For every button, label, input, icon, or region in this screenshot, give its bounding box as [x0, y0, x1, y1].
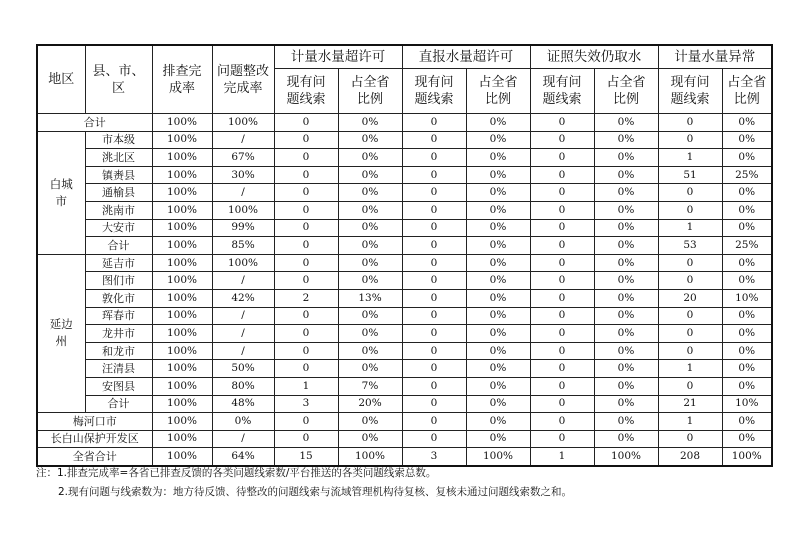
- province-ratio-cell: 0%: [594, 201, 658, 219]
- province-ratio-cell: 0%: [338, 114, 402, 132]
- rectify-rate-cell: 42%: [212, 289, 274, 307]
- province-ratio-cell: 0%: [466, 289, 530, 307]
- issue-count-cell: 0: [530, 360, 594, 378]
- table-row: [37, 166, 772, 184]
- check-rate-cell: 100%: [152, 342, 212, 360]
- rectify-rate-cell: 48%: [212, 395, 274, 413]
- header-group-reported-over-permit: 直报水量超许可: [402, 45, 530, 69]
- issue-count-cell: 0: [402, 325, 466, 343]
- province-ratio-cell: 0%: [466, 342, 530, 360]
- issue-count-cell: 1: [658, 413, 722, 431]
- province-ratio-cell: 0%: [466, 377, 530, 395]
- province-ratio-cell: 0%: [594, 272, 658, 290]
- rectify-rate-cell: /: [212, 342, 274, 360]
- county-name: 敦化市: [85, 289, 152, 307]
- province-ratio-cell: 0%: [722, 201, 772, 219]
- province-ratio-cell: 0%: [722, 219, 772, 237]
- issue-count-cell: 0: [530, 149, 594, 167]
- check-rate-cell: 100%: [152, 289, 212, 307]
- water-issue-table-container: [36, 44, 771, 467]
- table-row: [37, 114, 772, 132]
- county-name: 通榆县: [85, 184, 152, 202]
- province-ratio-cell: 0%: [466, 272, 530, 290]
- issue-count-cell: 3: [274, 395, 338, 413]
- rectify-rate-cell: 100%: [212, 201, 274, 219]
- rectify-rate-cell: /: [212, 184, 274, 202]
- province-ratio-cell: 0%: [466, 325, 530, 343]
- issue-count-cell: 0: [530, 131, 594, 149]
- province-ratio-cell: 0%: [466, 166, 530, 184]
- county-name: 珲春市: [85, 307, 152, 325]
- issue-count-cell: 0: [402, 342, 466, 360]
- province-ratio-cell: 0%: [466, 219, 530, 237]
- region-yanbian: 延边 州: [37, 254, 85, 412]
- province-ratio-cell: 0%: [594, 219, 658, 237]
- rectify-rate-cell: 0%: [212, 413, 274, 431]
- rectify-rate-cell: 67%: [212, 149, 274, 167]
- county-name: 龙井市: [85, 325, 152, 343]
- row-label: 梅河口市: [37, 413, 152, 431]
- issue-count-cell: 0: [274, 413, 338, 431]
- province-ratio-cell: 0%: [466, 395, 530, 413]
- issue-count-cell: 0: [658, 325, 722, 343]
- rectify-rate-cell: 50%: [212, 360, 274, 378]
- issue-count-cell: 0: [402, 360, 466, 378]
- table-row: [37, 254, 772, 272]
- rectify-rate-cell: /: [212, 325, 274, 343]
- rectify-rate-cell: /: [212, 272, 274, 290]
- province-ratio-cell: 0%: [722, 307, 772, 325]
- issue-count-cell: 0: [658, 201, 722, 219]
- province-ratio-cell: 0%: [722, 430, 772, 448]
- issue-count-cell: 0: [274, 184, 338, 202]
- issue-count-cell: 21: [658, 395, 722, 413]
- check-rate-cell: 100%: [152, 413, 212, 431]
- province-ratio-cell: 0%: [338, 254, 402, 272]
- issue-count-cell: 0: [658, 307, 722, 325]
- rectify-rate-cell: 100%: [212, 254, 274, 272]
- issue-count-cell: 0: [402, 307, 466, 325]
- province-ratio-cell: 100%: [594, 448, 658, 466]
- province-ratio-cell: 0%: [722, 149, 772, 167]
- header-region: 地区: [37, 45, 85, 114]
- issue-count-cell: 0: [658, 131, 722, 149]
- issue-count-cell: 2: [274, 289, 338, 307]
- table-row: [37, 201, 772, 219]
- rectify-rate-cell: /: [212, 307, 274, 325]
- issue-count-cell: 0: [402, 430, 466, 448]
- rectify-rate-cell: /: [212, 430, 274, 448]
- province-ratio-cell: 0%: [338, 430, 402, 448]
- province-ratio-cell: 0%: [466, 149, 530, 167]
- issue-count-cell: 0: [274, 149, 338, 167]
- issue-count-cell: 51: [658, 166, 722, 184]
- check-rate-cell: 100%: [152, 272, 212, 290]
- issue-count-cell: 0: [530, 219, 594, 237]
- rectify-rate-cell: 80%: [212, 377, 274, 395]
- province-ratio-cell: 0%: [466, 237, 530, 255]
- issue-count-cell: 3: [402, 448, 466, 466]
- issue-count-cell: 0: [402, 237, 466, 255]
- issue-count-cell: 0: [530, 166, 594, 184]
- row-label: 合计: [37, 114, 152, 132]
- issue-count-cell: 1: [530, 448, 594, 466]
- province-ratio-cell: 0%: [722, 114, 772, 132]
- province-ratio-cell: 0%: [722, 325, 772, 343]
- table-row: [37, 413, 772, 431]
- issue-count-cell: 0: [658, 184, 722, 202]
- province-ratio-cell: 100%: [338, 448, 402, 466]
- header-sub-ratio: 占全省 比例: [466, 69, 530, 114]
- province-ratio-cell: 0%: [338, 237, 402, 255]
- province-ratio-cell: 0%: [594, 360, 658, 378]
- issue-count-cell: 0: [274, 166, 338, 184]
- province-ratio-cell: 0%: [338, 325, 402, 343]
- issue-count-cell: 0: [402, 272, 466, 290]
- issue-count-cell: 0: [402, 184, 466, 202]
- rectify-rate-cell: 99%: [212, 219, 274, 237]
- province-ratio-cell: 0%: [338, 272, 402, 290]
- issue-count-cell: 0: [274, 342, 338, 360]
- check-rate-cell: 100%: [152, 166, 212, 184]
- province-ratio-cell: 25%: [722, 166, 772, 184]
- province-ratio-cell: 0%: [466, 430, 530, 448]
- issue-count-cell: 0: [530, 237, 594, 255]
- province-ratio-cell: 0%: [466, 360, 530, 378]
- issue-count-cell: 0: [402, 166, 466, 184]
- issue-count-cell: 0: [274, 430, 338, 448]
- table-row: [37, 307, 772, 325]
- issue-count-cell: 0: [402, 201, 466, 219]
- province-ratio-cell: 0%: [722, 272, 772, 290]
- check-rate-cell: 100%: [152, 307, 212, 325]
- issue-count-cell: 0: [530, 430, 594, 448]
- issue-count-cell: 0: [402, 377, 466, 395]
- province-ratio-cell: 0%: [594, 342, 658, 360]
- table-row: [37, 342, 772, 360]
- issue-count-cell: 1: [658, 360, 722, 378]
- county-name: 合计: [85, 395, 152, 413]
- issue-count-cell: 53: [658, 237, 722, 255]
- table-row: [37, 289, 772, 307]
- table-body: [37, 114, 772, 466]
- issue-count-cell: 0: [402, 395, 466, 413]
- county-name: 图们市: [85, 272, 152, 290]
- issue-count-cell: 20: [658, 289, 722, 307]
- province-ratio-cell: 0%: [338, 131, 402, 149]
- rectify-rate-cell: 30%: [212, 166, 274, 184]
- province-ratio-cell: 0%: [594, 131, 658, 149]
- check-rate-cell: 100%: [152, 360, 212, 378]
- issue-count-cell: 0: [274, 114, 338, 132]
- issue-count-cell: 0: [530, 342, 594, 360]
- county-name: 和龙市: [85, 342, 152, 360]
- county-name: 汪清县: [85, 360, 152, 378]
- province-ratio-cell: 0%: [722, 377, 772, 395]
- rectify-rate-cell: 100%: [212, 114, 274, 132]
- province-ratio-cell: 0%: [722, 254, 772, 272]
- note-1: 注：1.排查完成率=各省已排查反馈的各类问题线索数/平台推送的各类问题线索总数。: [36, 467, 437, 479]
- province-ratio-cell: 25%: [722, 237, 772, 255]
- row-label: 长白山保护开发区: [37, 430, 152, 448]
- issue-count-cell: 0: [402, 149, 466, 167]
- table-row: [37, 219, 772, 237]
- water-issue-table: [36, 44, 773, 467]
- issue-count-cell: 0: [402, 131, 466, 149]
- issue-count-cell: 0: [402, 413, 466, 431]
- issue-count-cell: 0: [658, 377, 722, 395]
- province-ratio-cell: 0%: [466, 184, 530, 202]
- province-ratio-cell: 0%: [722, 131, 772, 149]
- table-row: [37, 184, 772, 202]
- province-ratio-cell: 0%: [594, 413, 658, 431]
- header-group-metered-over-permit: 计量水量超许可: [274, 45, 402, 69]
- header-group-metered-abnormal: 计量水量异常: [658, 45, 772, 69]
- issue-count-cell: 0: [402, 289, 466, 307]
- county-name: 镇赉县: [85, 166, 152, 184]
- issue-count-cell: 0: [274, 131, 338, 149]
- issue-count-cell: 0: [530, 307, 594, 325]
- issue-count-cell: 0: [658, 342, 722, 360]
- province-ratio-cell: 0%: [594, 184, 658, 202]
- table-row: [37, 430, 772, 448]
- county-name: 延吉市: [85, 254, 152, 272]
- rectify-rate-cell: /: [212, 131, 274, 149]
- note-2: 2.现有问题与线索数为：地方待反馈、待整改的问题线索与流域管理机构待复核、复核未通过问题线索数之和。: [58, 486, 573, 498]
- issue-count-cell: 0: [274, 201, 338, 219]
- province-ratio-cell: 0%: [722, 184, 772, 202]
- header-rectify-rate: 问题整改 完成率: [212, 45, 274, 114]
- county-name: 洮南市: [85, 201, 152, 219]
- province-ratio-cell: 0%: [594, 395, 658, 413]
- province-ratio-cell: 0%: [338, 149, 402, 167]
- region-baicheng: 白城 市: [37, 131, 85, 254]
- header-sub-count: 现有问 题线索: [274, 69, 338, 114]
- table-row: [37, 325, 772, 343]
- province-ratio-cell: 0%: [338, 342, 402, 360]
- issue-count-cell: 0: [274, 237, 338, 255]
- check-rate-cell: 100%: [152, 254, 212, 272]
- province-ratio-cell: 0%: [594, 289, 658, 307]
- table-row: [37, 360, 772, 378]
- issue-count-cell: 0: [658, 114, 722, 132]
- header-sub-count: 现有问 题线索: [658, 69, 722, 114]
- check-rate-cell: 100%: [152, 114, 212, 132]
- check-rate-cell: 100%: [152, 149, 212, 167]
- province-ratio-cell: 0%: [594, 237, 658, 255]
- issue-count-cell: 1: [658, 149, 722, 167]
- issue-count-cell: 0: [530, 201, 594, 219]
- issue-count-cell: 0: [274, 307, 338, 325]
- issue-count-cell: 0: [530, 184, 594, 202]
- check-rate-cell: 100%: [152, 201, 212, 219]
- check-rate-cell: 100%: [152, 237, 212, 255]
- header-sub-count: 现有问 题线索: [402, 69, 466, 114]
- province-ratio-cell: 10%: [722, 289, 772, 307]
- province-ratio-cell: 0%: [594, 149, 658, 167]
- issue-count-cell: 15: [274, 448, 338, 466]
- province-ratio-cell: 0%: [338, 184, 402, 202]
- province-ratio-cell: 0%: [722, 413, 772, 431]
- issue-count-cell: 0: [530, 254, 594, 272]
- check-rate-cell: 100%: [152, 430, 212, 448]
- county-name: 合计: [85, 237, 152, 255]
- header-county: 县、市、 区: [85, 45, 152, 114]
- issue-count-cell: 0: [530, 272, 594, 290]
- table-row: [37, 149, 772, 167]
- issue-count-cell: 0: [274, 272, 338, 290]
- province-ratio-cell: 20%: [338, 395, 402, 413]
- province-ratio-cell: 0%: [594, 325, 658, 343]
- check-rate-cell: 100%: [152, 325, 212, 343]
- province-ratio-cell: 0%: [722, 360, 772, 378]
- header-sub-ratio: 占全省 比例: [722, 69, 772, 114]
- issue-count-cell: 0: [274, 219, 338, 237]
- header-sub-ratio: 占全省 比例: [338, 69, 402, 114]
- province-ratio-cell: 0%: [594, 430, 658, 448]
- province-ratio-cell: 0%: [338, 307, 402, 325]
- header-check-rate: 排查完 成率: [152, 45, 212, 114]
- province-ratio-cell: 13%: [338, 289, 402, 307]
- issue-count-cell: 0: [530, 289, 594, 307]
- province-ratio-cell: 0%: [338, 360, 402, 378]
- header-sub-count: 现有问 题线索: [530, 69, 594, 114]
- province-ratio-cell: 100%: [466, 448, 530, 466]
- check-rate-cell: 100%: [152, 395, 212, 413]
- issue-count-cell: 0: [658, 430, 722, 448]
- issue-count-cell: 1: [658, 219, 722, 237]
- check-rate-cell: 100%: [152, 377, 212, 395]
- check-rate-cell: 100%: [152, 184, 212, 202]
- province-ratio-cell: 0%: [466, 131, 530, 149]
- issue-count-cell: 208: [658, 448, 722, 466]
- province-ratio-cell: 0%: [594, 254, 658, 272]
- check-rate-cell: 100%: [152, 219, 212, 237]
- issue-count-cell: 0: [402, 254, 466, 272]
- county-name: 安图县: [85, 377, 152, 395]
- issue-count-cell: 0: [274, 360, 338, 378]
- header-sub-ratio: 占全省 比例: [594, 69, 658, 114]
- province-ratio-cell: 0%: [338, 166, 402, 184]
- check-rate-cell: 100%: [152, 448, 212, 466]
- province-ratio-cell: 0%: [338, 413, 402, 431]
- header-group-expired-license: 证照失效仍取水: [530, 45, 658, 69]
- table-row: [37, 395, 772, 413]
- province-ratio-cell: 0%: [722, 342, 772, 360]
- issue-count-cell: 0: [530, 377, 594, 395]
- province-ratio-cell: 0%: [466, 201, 530, 219]
- issue-count-cell: 0: [402, 219, 466, 237]
- issue-count-cell: 0: [530, 325, 594, 343]
- issue-count-cell: 0: [530, 413, 594, 431]
- row-label: 全省合计: [37, 448, 152, 466]
- county-name: 大安市: [85, 219, 152, 237]
- province-ratio-cell: 0%: [466, 413, 530, 431]
- province-ratio-cell: 0%: [594, 114, 658, 132]
- county-name: 市本级: [85, 131, 152, 149]
- issue-count-cell: 1: [274, 377, 338, 395]
- issue-count-cell: 0: [658, 254, 722, 272]
- province-ratio-cell: 0%: [466, 114, 530, 132]
- province-ratio-cell: 0%: [338, 201, 402, 219]
- province-ratio-cell: 7%: [338, 377, 402, 395]
- table-notes: [36, 464, 572, 502]
- table-row: [37, 237, 772, 255]
- province-ratio-cell: 10%: [722, 395, 772, 413]
- rectify-rate-cell: 85%: [212, 237, 274, 255]
- issue-count-cell: 0: [402, 114, 466, 132]
- issue-count-cell: 0: [530, 395, 594, 413]
- province-ratio-cell: 0%: [594, 166, 658, 184]
- province-ratio-cell: 0%: [466, 254, 530, 272]
- table-row: [37, 272, 772, 290]
- rectify-rate-cell: 64%: [212, 448, 274, 466]
- province-ratio-cell: 0%: [594, 377, 658, 395]
- issue-count-cell: 0: [274, 325, 338, 343]
- check-rate-cell: 100%: [152, 131, 212, 149]
- province-ratio-cell: 0%: [466, 307, 530, 325]
- issue-count-cell: 0: [658, 272, 722, 290]
- issue-count-cell: 0: [530, 114, 594, 132]
- table-row: [37, 131, 772, 149]
- province-ratio-cell: 100%: [722, 448, 772, 466]
- county-name: 洮北区: [85, 149, 152, 167]
- table-row: [37, 377, 772, 395]
- issue-count-cell: 0: [274, 254, 338, 272]
- province-ratio-cell: 0%: [594, 307, 658, 325]
- province-ratio-cell: 0%: [338, 219, 402, 237]
